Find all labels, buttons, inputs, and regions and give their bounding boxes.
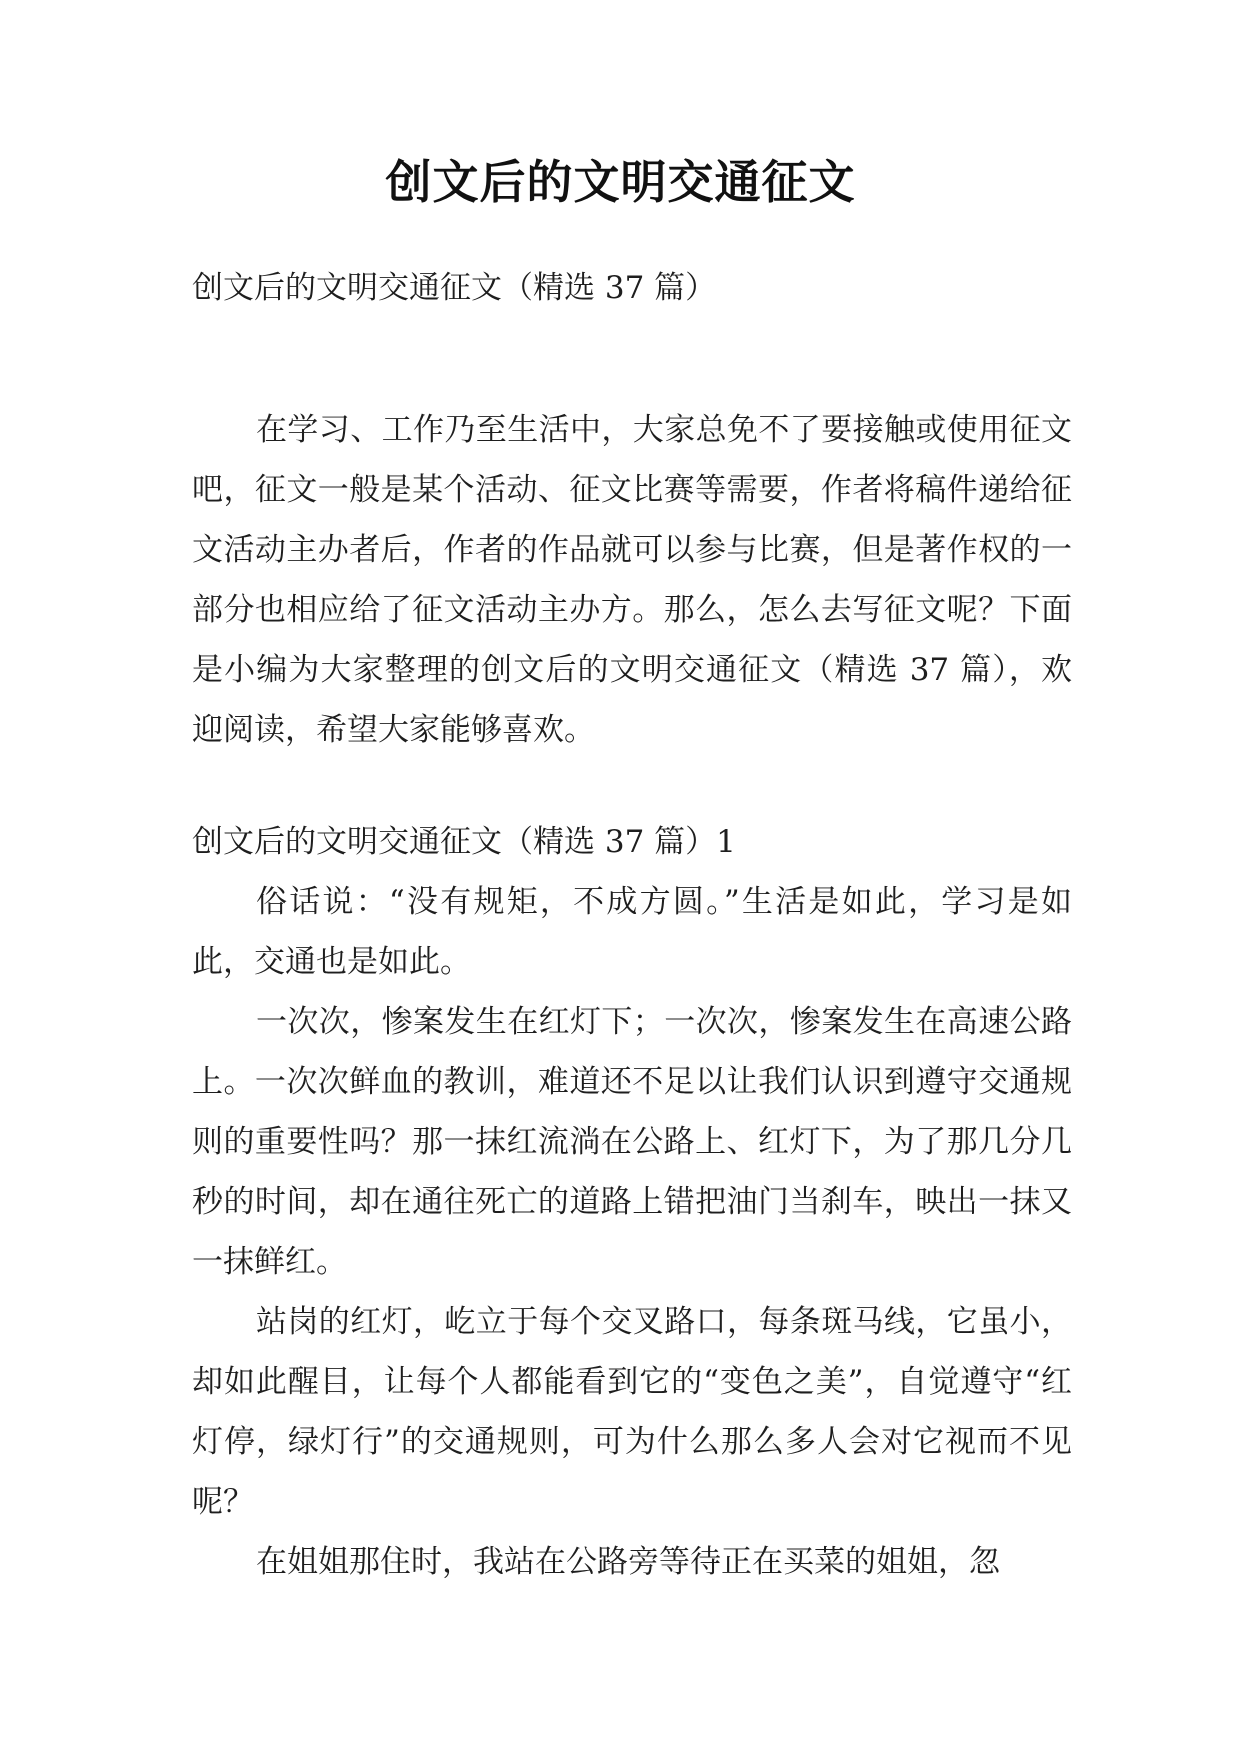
document-subtitle: 创文后的文明交通征文（精选 37 篇）	[192, 270, 717, 306]
intro-block	[192, 400, 1072, 760]
body-paragraph: 站岗的红灯，屹立于每个交叉路口，每条斑马线，它虽小，却如此醒目，让每个人都能看到它的“变色之美”，自觉遵守“红灯停，绿灯行”的交通规则，可为什么那么多人会对它视而不见呢？	[192, 1304, 1072, 1520]
section-1	[192, 812, 1072, 1592]
body-paragraph: 一次次，惨案发生在红灯下；一次次，惨案发生在高速公路上。一次次鲜血的教训，难道还不足以让我们认识到遵守交通规则的重要性吗？那一抹红流淌在公路上、红灯下，为了那几分几秒的时间，却在通往死亡的道路上错把油门当刹车，映出一抹又一抹鲜红。	[192, 1004, 1072, 1280]
section-heading: 创文后的文明交通征文（精选 37 篇）1	[192, 824, 736, 860]
intro-paragraph: 在学习、工作乃至生活中，大家总免不了要接触或使用征文吧，征文一般是某个活动、征文比赛等需要，作者将稿件递给征文活动主办者后，作者的作品就可以参与比赛，但是著作权的一部分也相应给了征文活动主办方。那么，怎么去写征文呢？下面是小编为大家整理的创文后的文明交通征文（精选 37 篇），欢迎阅读，希望大家能够喜欢。	[192, 412, 1072, 748]
document-title: 创文后的文明交通征文	[385, 155, 856, 209]
body-paragraph: 俗话说：“没有规矩，不成方圆。”生活是如此，学习是如此，交通也是如此。	[192, 884, 1072, 980]
body-paragraph: 在姐姐那住时，我站在公路旁等待正在买菜的姐姐，忽	[256, 1544, 1000, 1580]
